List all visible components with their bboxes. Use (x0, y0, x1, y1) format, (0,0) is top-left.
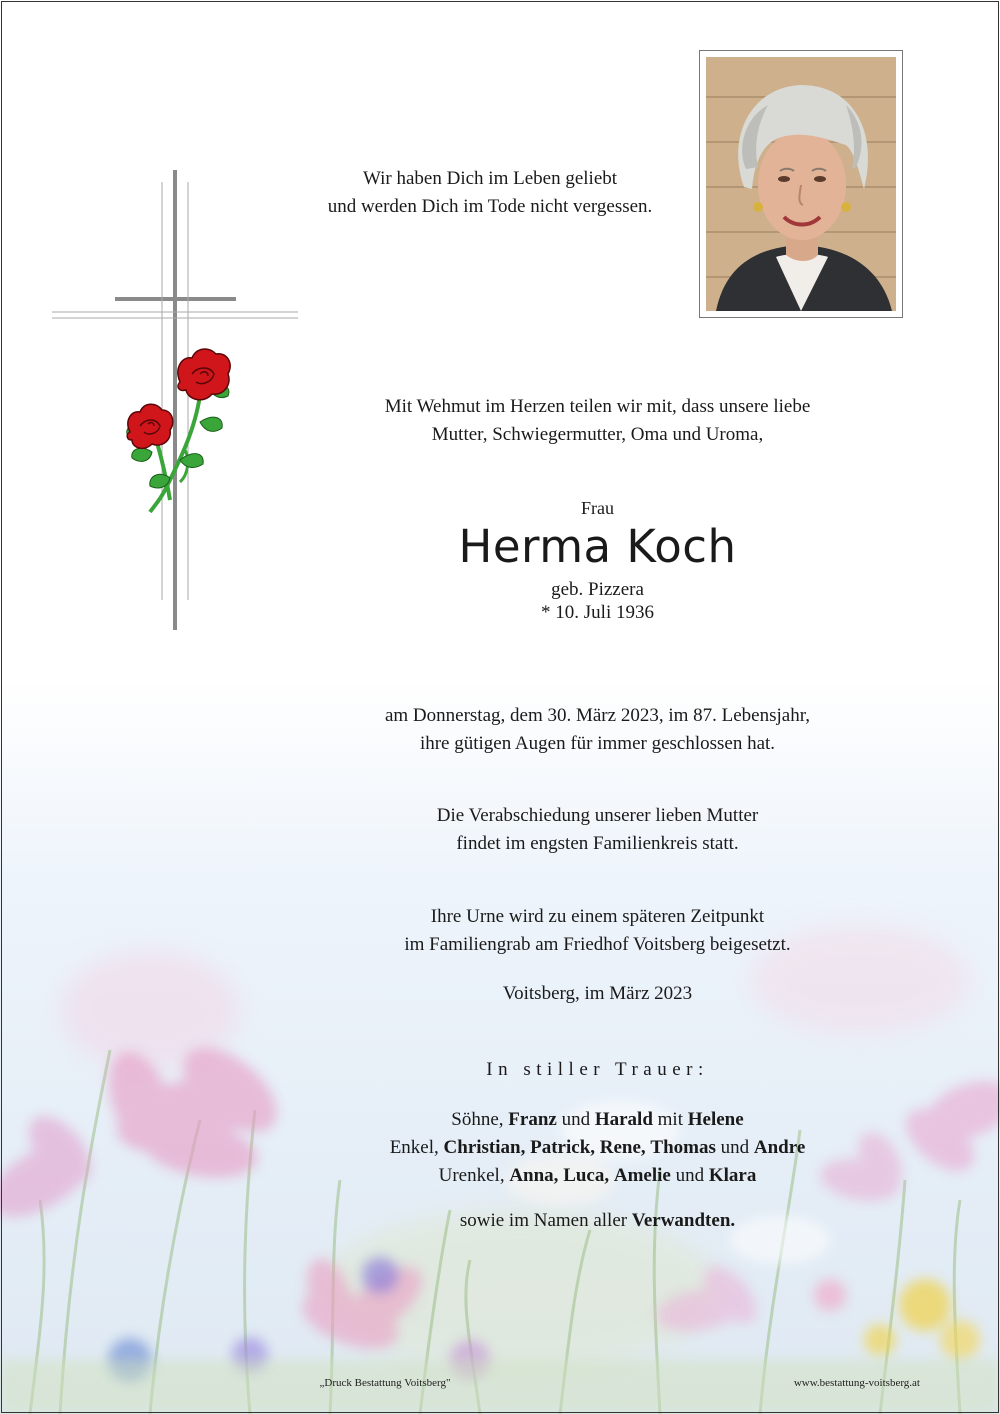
grandchild-name: Thomas (650, 1137, 716, 1158)
deceased-title: Frau (581, 498, 614, 518)
urn-line: im Familiengrab am Friedhof Voitsberg beigesetzt. (404, 934, 791, 955)
rose-icon (127, 349, 230, 512)
relatives-prefix: sowie im Namen aller (459, 1210, 632, 1231)
cross-icon (52, 170, 298, 630)
conjunction: und (556, 1109, 595, 1130)
urn-line: Ihre Urne wird zu einem späteren Zeitpunkt (430, 906, 765, 927)
announcement-intro (300, 393, 895, 449)
maiden-name: geb. Pizzera (551, 579, 644, 600)
relatives-line (300, 1207, 895, 1235)
intro-line: Mutter, Schwiegermutter, Oma und Uroma, (431, 424, 764, 445)
verse-line: und werden Dich im Tode nicht vergessen. (327, 196, 653, 217)
daughter-in-law-name: Helene (687, 1109, 744, 1130)
cross-with-roses-decoration (40, 160, 320, 650)
grandchildren-prefix: Enkel, (389, 1137, 444, 1158)
grandchild-name: Rene, (599, 1137, 646, 1158)
great-grandchild-name: Anna, (509, 1165, 559, 1186)
conjunction: mit (652, 1109, 688, 1130)
portrait-photo (706, 57, 896, 311)
mourners-list (300, 1106, 895, 1190)
relatives-name: Verwandten. (631, 1210, 736, 1231)
son-name: Harald (594, 1109, 653, 1130)
son-name: Franz (508, 1109, 557, 1130)
great-grandchildren-prefix: Urenkel, (438, 1165, 510, 1186)
great-grandchild-name: Amelie (613, 1165, 671, 1186)
sons-line (300, 1106, 895, 1134)
grandchild-name: Christian, (443, 1137, 526, 1158)
verse-line: Wir haben Dich im Leben geliebt (362, 168, 618, 189)
website-link[interactable]: www.bestattung-voitsberg.at (793, 1377, 920, 1389)
conjunction: und (670, 1165, 709, 1186)
grandchildren-line (300, 1134, 895, 1162)
sons-prefix: Söhne, (451, 1109, 509, 1130)
conjunction: und (715, 1137, 754, 1158)
printer-credit: „Druck Bestattung Voitsberg" (319, 1377, 451, 1389)
death-line: ihre gütigen Augen für immer geschlossen hat. (419, 733, 776, 754)
farewell-line: findet im engsten Familienkreis statt. (456, 833, 739, 854)
mourning-heading: In stiller Trauer: (486, 1059, 709, 1080)
intro-line: Mit Wehmut im Herzen teilen wir mit, dass unsere liebe (384, 396, 811, 417)
place-date: Voitsberg, im März 2023 (502, 983, 693, 1004)
great-grandchild-name: Luca, (563, 1165, 610, 1186)
grandchild-name: Patrick, (530, 1137, 596, 1158)
grandchild-name: Andre (753, 1137, 806, 1158)
great-grandchildren-line (300, 1162, 895, 1190)
death-notice (300, 702, 895, 758)
farewell-notice (300, 802, 895, 858)
great-grandchild-name: Klara (708, 1165, 757, 1186)
urn-notice (300, 903, 895, 959)
birth-date: * 10. Juli 1936 (541, 602, 654, 623)
farewell-line: Die Verabschiedung unserer lieben Mutter (436, 805, 759, 826)
verse (250, 165, 730, 221)
deceased-name: Herma Koch (458, 520, 737, 573)
death-line: am Donnerstag, dem 30. März 2023, im 87. Lebensjahr, (384, 705, 811, 726)
